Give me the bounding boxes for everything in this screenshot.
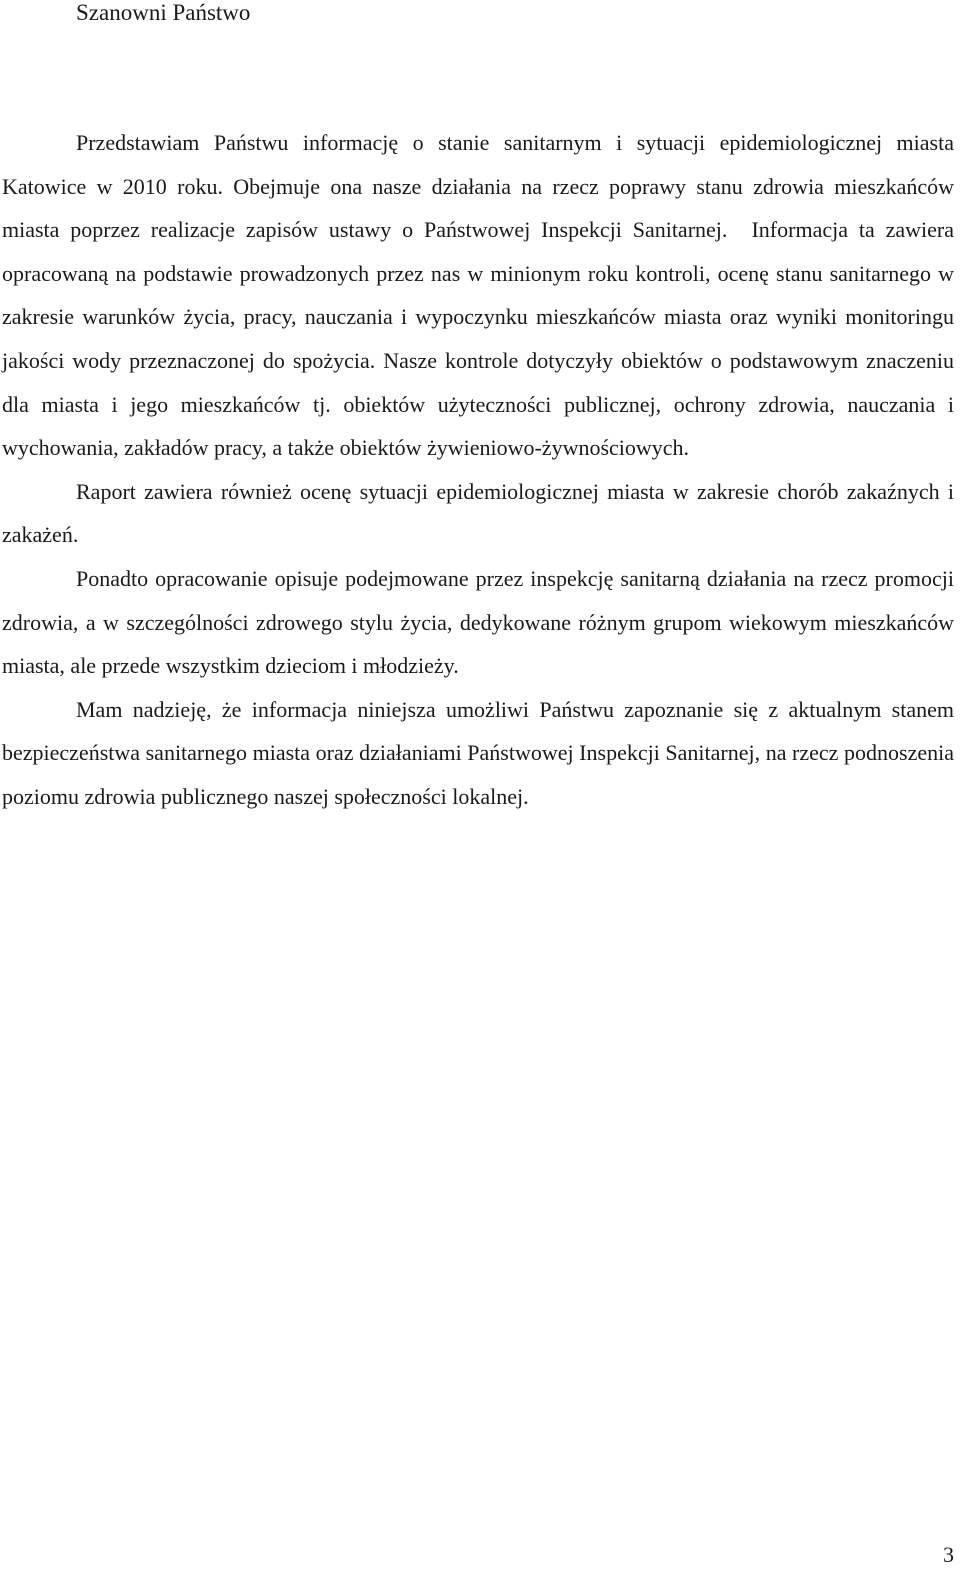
salutation: Szanowni Państwo: [76, 0, 251, 25]
paragraph-closing: Mam nadzieję, że informacja niniejsza umożliwi Państwu zapoznanie się z aktualnym stanem bezpieczeństwa sanitarnego miasta oraz działaniami Państwowej Inspekcji Sanitarnej, na rzecz podnoszenia poziomu zdrowia publicznego naszej społeczności lokalnej.: [2, 696, 954, 809]
paragraph-health-promotion: Ponadto opracowanie opisuje podejmowane przez inspekcję sanitarną działania na rzecz promocji zdrowia, a w szczególności zdrowego stylu życia, dedykowane różnym grupom wiekowym mieszkańców miasta, ale przede wszystkim dzieciom i młodzieży.: [2, 565, 954, 679]
page-number: 3: [943, 1542, 954, 1567]
paragraph-epidemiology: Raport zawiera również ocenę sytuacji epidemiologicznej miasta w zakresie chorób zakaźnych i zakażeń.: [2, 478, 954, 548]
paragraph-intro: [2, 121, 954, 470]
document-body: [2, 121, 954, 819]
paragraph-inspection-text: Informacja ta zawiera opracowaną na podstawie prowadzonych przez nas w minionym roku kontroli, ocenę stanu sanitarnego w zakresie warunków życia, pracy, nauczania i wypoczynku mieszkańców miasta oraz wyniki monitoringu jakości wody przeznaczonej do spożycia. Nasze kontrole dotyczyły obiektów o podstawowym znaczeniu dla miasta i jego mieszkańców tj. obiektów użyteczności publicznej, ochrony zdrowia, nauczania i wychowania, zakładów pracy, a także obiektów żywieniowo-żywnościowych.: [2, 217, 954, 461]
paragraph-intro-text: Przedstawiam Państwu informację o stanie sanitarnym i sytuacji epidemiologicznej miasta Katowice w 2010 roku. Obejmuje ona nasze działania na rzecz poprawy stanu zdrowia mieszkańców miasta poprzez realizacje zapisów ustawy o Państwowej Inspekcji Sanitarnej.: [2, 130, 954, 243]
